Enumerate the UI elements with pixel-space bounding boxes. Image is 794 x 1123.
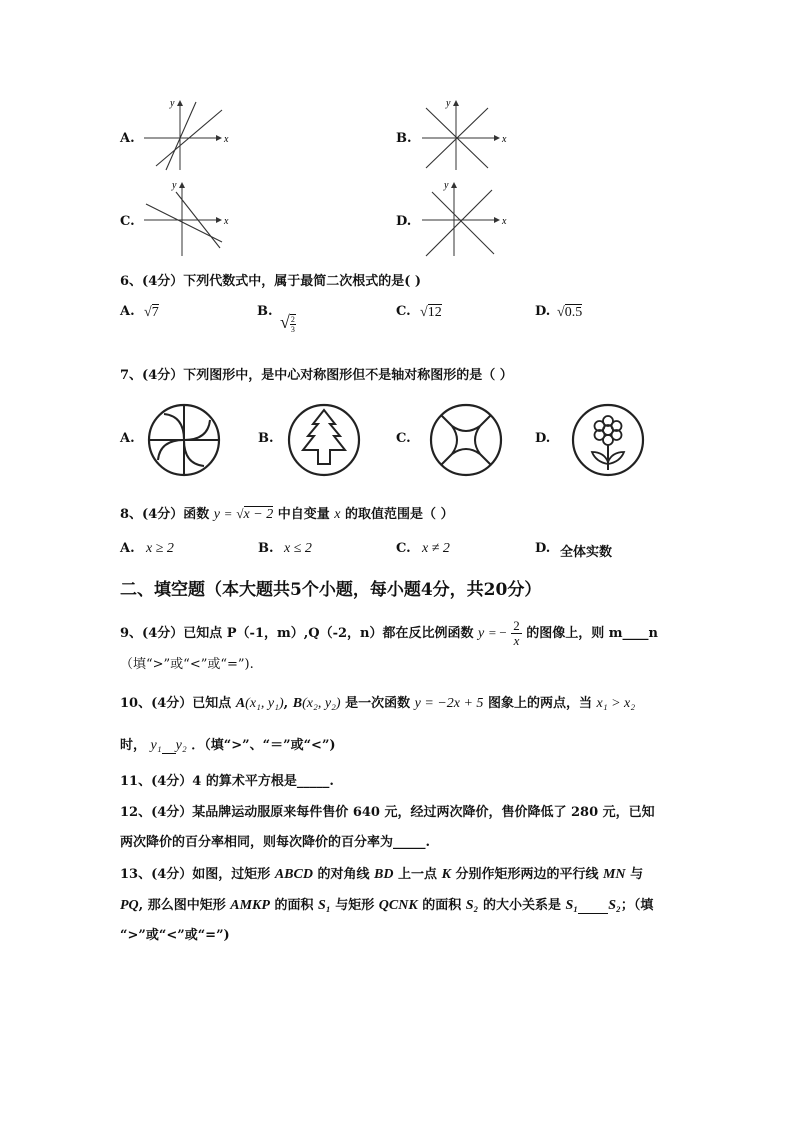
q6-option-d-label[interactable]: D. [535, 304, 551, 319]
q7-option-a-label[interactable]: A. [120, 431, 135, 446]
q5-d-ylabel: y [444, 180, 449, 191]
q7-option-d-label[interactable]: D. [535, 431, 551, 446]
q5-b-ylabel: y [446, 98, 451, 109]
q6-option-c-label[interactable]: C. [396, 304, 411, 319]
q12-line2: 两次降价的百分率相同，则每次降价的百分率为_____. [120, 835, 431, 850]
q8-stem: 8、(4分）函数 y = √x − 2 中自变量 x 的取值范围是（ ） [120, 506, 454, 522]
q7-option-b-label[interactable]: B. [258, 431, 274, 446]
q13-answer-blank[interactable] [578, 898, 608, 914]
q5-graph-d [418, 180, 508, 258]
q8-option-c-label[interactable]: C. [396, 541, 411, 556]
q10-answer-blank[interactable] [162, 738, 176, 754]
q8-option-c-value: x ≠ 2 [422, 541, 450, 556]
sqrt-icon: √ [236, 506, 244, 521]
q9-line1: 9、(4分）已知点 P（-1，m）,Q（-2，n）都在反比例函数 y = − $\frac{2}{x}$ 的图像上，则 m____n [120, 618, 658, 648]
q8-option-a-value: x ≥ 2 [146, 541, 174, 556]
q7-figure-b-tree [286, 402, 362, 478]
q10-line1: 10、(4分）已知点 A(x₁, y₁), B(x₂, y₂) 是一次函数 y = −2x + 5 图象上的两点，当 x₁ > x₂ [120, 696, 636, 711]
q5-c-ylabel: y [172, 180, 177, 191]
q13-line3: “>”或“<”或“=”) [120, 928, 230, 943]
q9-line2: （填“>”或“<”或“=”). [120, 657, 254, 672]
q5-d-xlabel: x [502, 216, 507, 227]
q5-graph-c [140, 180, 230, 258]
q5-graph-a [140, 98, 230, 173]
q10-line2: 时， y₁ y₂ ．（填“>”、“＝”或“<”) [120, 738, 336, 753]
q7-option-c-label[interactable]: C. [396, 431, 411, 446]
q13-line2: PQ, 那么图中矩形 AMKP 的面积 S₁ 与矩形 QCNK 的面积 S₂ 的大小关系是 S₁ S₂；（填 [120, 898, 654, 913]
q8-option-b-value: x ≤ 2 [284, 541, 312, 556]
q5-b-xlabel: x [502, 134, 507, 145]
q6-option-b-value: √ $\frac{2}{3}$ [280, 312, 295, 335]
q7-figure-a-pinwheel [146, 402, 222, 478]
q6-option-a-value: √7 [144, 305, 159, 320]
q13-line1: 13、(4分）如图，过矩形 ABCD 的对角线 BD 上一点 K 分别作矩形两边的平行线 MN 与 [120, 867, 644, 882]
q6-option-d-value: √0.5 [557, 305, 583, 320]
q11-text: 11、(4分）4 的算术平方根是_____. [120, 774, 334, 789]
q8-option-d-label[interactable]: D. [535, 541, 551, 556]
q6-option-c-value: √12 [420, 305, 442, 320]
q5-a-ylabel: y [170, 98, 175, 109]
q5-option-c-label[interactable]: C. [120, 214, 135, 229]
sqrt-icon: √ [420, 305, 428, 320]
q6-option-a-label[interactable]: A. [120, 304, 135, 319]
q7-stem: 7、(4分）下列图形中，是中心对称图形但不是轴对称图形的是（ ） [120, 368, 513, 383]
q5-graph-b [418, 98, 508, 173]
q8-option-b-label[interactable]: B. [258, 541, 274, 556]
q8-option-a-label[interactable]: A. [120, 541, 135, 556]
q7-figure-d-flower [570, 402, 646, 478]
q5-option-b-label[interactable]: B. [396, 131, 412, 146]
q5-option-a-label[interactable]: A. [120, 131, 135, 146]
sqrt-icon: √ [557, 305, 565, 320]
q12-line1: 12、(4分）某品牌运动服原来每件售价 640 元，经过两次降价，售价降低了 280 元，已知 [120, 805, 655, 820]
q7-figure-c-curved-square [428, 402, 504, 478]
q6-stem: 6、(4分）下列代数式中，属于最简二次根式的是( ) [120, 274, 422, 289]
q6-option-b-label[interactable]: B. [257, 304, 273, 319]
q5-a-xlabel: x [224, 134, 229, 145]
q5-c-xlabel: x [224, 216, 229, 227]
sqrt-icon: √ [280, 312, 290, 332]
section-2-title: 二、填空题（本大题共5个小题，每小题4分，共20分） [120, 580, 542, 600]
q5-option-d-label[interactable]: D. [396, 214, 412, 229]
sqrt-icon: √ [144, 305, 152, 320]
q8-option-d-value: 全体实数 [560, 545, 613, 560]
